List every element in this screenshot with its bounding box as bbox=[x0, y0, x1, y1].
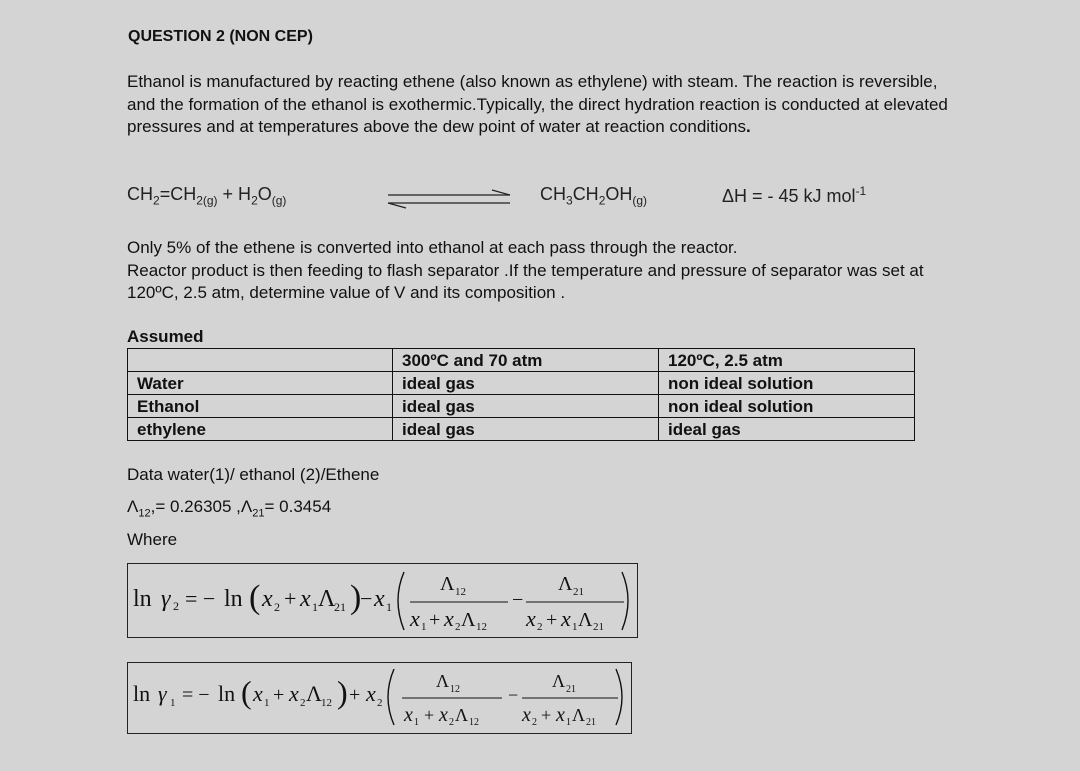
data-header: Data water(1)/ ethanol (2)/Ethene bbox=[127, 465, 380, 484]
svg-text:2: 2 bbox=[300, 697, 306, 709]
svg-text:x: x bbox=[366, 681, 376, 706]
table-row bbox=[128, 395, 915, 418]
svg-text:Λ: Λ bbox=[440, 573, 455, 595]
svg-text:2: 2 bbox=[377, 697, 383, 709]
svg-text:(: ( bbox=[249, 579, 261, 616]
svg-text:x: x bbox=[374, 586, 385, 612]
table-cell: ideal gas bbox=[393, 395, 659, 418]
svg-text:21: 21 bbox=[334, 600, 346, 614]
reaction-product: $CH_3CH_2OH_{(g)}$ bbox=[540, 184, 648, 208]
problem-line-1: Only 5% of the ethene is converted into ethanol at each pass through the reactor. bbox=[127, 238, 738, 257]
svg-text:2: 2 bbox=[455, 621, 461, 633]
table-cell: Ethanol bbox=[128, 395, 393, 418]
svg-text:1: 1 bbox=[170, 697, 176, 709]
svg-text:12: 12 bbox=[321, 697, 332, 709]
svg-text:x: x bbox=[444, 606, 454, 631]
svg-text:2: 2 bbox=[274, 600, 280, 614]
svg-text:Λ: Λ bbox=[558, 573, 573, 595]
equilibrium-arrow-icon bbox=[384, 188, 514, 210]
svg-text:Λ: Λ bbox=[552, 671, 566, 691]
table-cell: ideal gas bbox=[393, 418, 659, 441]
table-cell: 120ºC, 2.5 atm bbox=[659, 349, 915, 372]
table-cell: ethylene bbox=[128, 418, 393, 441]
svg-text:= −: = − bbox=[185, 586, 216, 611]
svg-text:−: − bbox=[512, 589, 524, 611]
svg-text:Λ: Λ bbox=[318, 586, 336, 612]
assumptions-table bbox=[127, 348, 915, 441]
svg-text:x: x bbox=[439, 704, 448, 726]
svg-text:12: 12 bbox=[469, 717, 479, 728]
table-row bbox=[128, 418, 915, 441]
svg-text:21: 21 bbox=[586, 717, 596, 728]
svg-text:2: 2 bbox=[532, 717, 537, 728]
svg-text:12: 12 bbox=[476, 621, 487, 633]
svg-text:Λ: Λ bbox=[436, 671, 450, 691]
assumed-label: Assumed bbox=[127, 327, 204, 346]
svg-text:1: 1 bbox=[566, 717, 571, 728]
svg-text:x: x bbox=[404, 704, 413, 726]
problem-statement bbox=[127, 237, 977, 305]
where-label: Where bbox=[127, 530, 178, 549]
svg-text:+: + bbox=[284, 586, 297, 611]
svg-text:= −: = − bbox=[182, 684, 210, 706]
svg-text:): ) bbox=[337, 674, 348, 710]
svg-text:2: 2 bbox=[537, 621, 543, 633]
svg-text:1: 1 bbox=[572, 621, 578, 633]
svg-text:x: x bbox=[262, 586, 273, 612]
svg-text:Λ: Λ bbox=[572, 705, 586, 725]
svg-text:21: 21 bbox=[593, 621, 604, 633]
svg-text:ln: ln bbox=[224, 586, 243, 612]
svg-text:1: 1 bbox=[312, 600, 318, 614]
reaction-enthalpy: ΔH = - 45 kJ mol$^{-1}$ bbox=[722, 184, 867, 206]
svg-text:+: + bbox=[424, 705, 435, 725]
svg-text:Λ: Λ bbox=[461, 609, 476, 631]
svg-text:1: 1 bbox=[421, 621, 427, 633]
svg-text:x: x bbox=[289, 681, 299, 706]
svg-text:12: 12 bbox=[455, 586, 466, 598]
svg-text:Λ: Λ bbox=[455, 705, 469, 725]
svg-text:(: ( bbox=[241, 674, 252, 710]
svg-text:x: x bbox=[556, 704, 565, 726]
svg-text:+: + bbox=[546, 609, 558, 631]
intro-paragraph: Ethanol is manufactured by reacting ethene (also known as ethylene) with steam. The reaction is reversible, and the formation of the ethanol is exothermic.Typically, the direct hydration reaction is conducted at elevated pressures and at temperatures above the dew point of water at reaction conditions. bbox=[127, 72, 948, 136]
svg-text:ln: ln bbox=[133, 586, 152, 612]
table-header-row bbox=[128, 349, 915, 372]
wilson-equation-gamma2 bbox=[127, 563, 638, 638]
svg-text:x: x bbox=[522, 704, 531, 726]
table-cell: non ideal solution bbox=[659, 372, 915, 395]
svg-text:γ: γ bbox=[158, 681, 167, 706]
svg-text:2: 2 bbox=[173, 599, 179, 613]
svg-text:γ: γ bbox=[161, 586, 171, 612]
svg-text:+: + bbox=[349, 684, 361, 706]
svg-text:21: 21 bbox=[566, 684, 576, 695]
table-cell: ideal gas bbox=[393, 372, 659, 395]
svg-text:ln: ln bbox=[218, 681, 236, 706]
table-cell: ideal gas bbox=[659, 418, 915, 441]
wilson-equation-gamma1 bbox=[127, 662, 632, 734]
svg-text:x: x bbox=[410, 606, 420, 631]
svg-text:−: − bbox=[508, 685, 519, 705]
svg-text:Λ: Λ bbox=[578, 609, 593, 631]
lambda-values: $\Lambda_{12},= 0.26305$ $,\Lambda_{21}= 0.3454$ bbox=[127, 497, 332, 520]
problem-line-2: Reactor product is then feeding to flash separator .If the temperature and pressure of separator was set at 120ºC, 2.5 atm, determine value of V and its composition . bbox=[127, 260, 924, 302]
svg-text:2: 2 bbox=[449, 717, 454, 728]
svg-text:Λ: Λ bbox=[306, 681, 322, 706]
svg-text:+: + bbox=[541, 705, 552, 725]
svg-text:−: − bbox=[360, 586, 373, 611]
reaction-reactants: $CH_2=CH_{2(g)} + H_2O_{(g)}$ bbox=[127, 184, 287, 208]
svg-text:1: 1 bbox=[386, 600, 392, 614]
svg-text:12: 12 bbox=[450, 684, 460, 695]
question-title: QUESTION 2 (NON CEP) bbox=[128, 28, 313, 45]
table-cell: non ideal solution bbox=[659, 395, 915, 418]
svg-text:21: 21 bbox=[573, 586, 584, 598]
svg-text:+: + bbox=[429, 609, 441, 631]
svg-text:1: 1 bbox=[414, 717, 419, 728]
svg-text:1: 1 bbox=[264, 697, 270, 709]
svg-text:): ) bbox=[350, 579, 362, 616]
table-cell: Water bbox=[128, 372, 393, 395]
table-row bbox=[128, 372, 915, 395]
svg-text:x: x bbox=[561, 606, 571, 631]
svg-text:x: x bbox=[300, 586, 311, 612]
svg-text:x: x bbox=[526, 606, 536, 631]
svg-text:ln: ln bbox=[133, 681, 151, 706]
table-cell: 300ºC and 70 atm bbox=[393, 349, 659, 372]
table-cell bbox=[128, 349, 393, 372]
svg-text:x: x bbox=[253, 681, 263, 706]
svg-text:+: + bbox=[273, 684, 285, 706]
